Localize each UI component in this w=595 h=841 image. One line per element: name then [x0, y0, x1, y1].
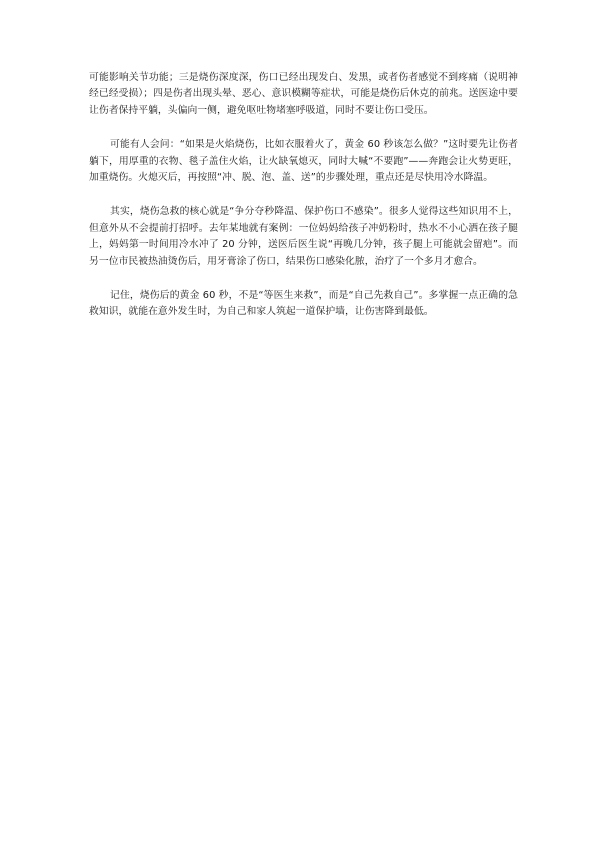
document-page	[89, 70, 518, 339]
paragraph-2: 可能有人会问：“如果是火焰烧伤，比如衣服着火了，黄金 60 秒该怎么做？”这时要先让伤者躺下，用厚重的衣物、毯子盖住火焰，让火缺氧熄灭，同时大喊“不要跑”——奔跑会让火势更旺，加重烧伤。火熄灭后，再按照“冲、脱、泡、盖、送”的步骤处理，重点还是尽快用冷水降温。	[89, 139, 518, 184]
paragraph-4: 记住，烧伤后的黄金 60 秒，不是“等医生来救”，而是“自己先救自己”。多掌握一点正确的急救知识，就能在意外发生时，为自己和家人筑起一道保护墙，让伤害降到最低。	[89, 290, 518, 318]
paragraph-3: 其实，烧伤急救的核心就是“争分夺秒降温、保护伤口不感染”。很多人觉得这些知识用不上，但意外从不会提前打招呼。去年某地就有案例：一位妈妈给孩子冲奶粉时，热水不小心洒在孩子腿上，妈妈第一时间用冷水冲了 20 分钟，送医后医生说“再晚几分钟，孩子腿上可能就会留疤”。而另一位市民被热油烫伤后，用牙膏涂了伤口，结果伤口感染化脓，治疗了一个多月才愈合。	[89, 206, 518, 267]
paragraph-1: 可能影响关节功能；三是烧伤深度深，伤口已经出现发白、发黑，或者伤者感觉不到疼痛（说明神经已经受损）；四是伤者出现头晕、恶心、意识模糊等症状，可能是烧伤后休克的前兆。送医途中要让伤者保持平躺，头偏向一侧，避免呕吐物堵塞呼吸道，同时不要让伤口受压。	[89, 72, 518, 116]
